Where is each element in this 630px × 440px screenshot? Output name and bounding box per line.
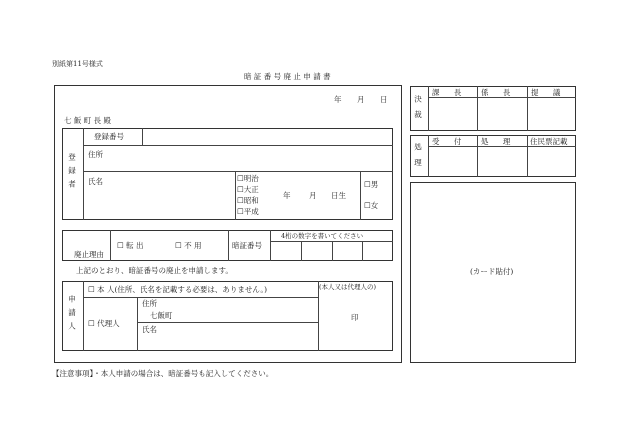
applicant-label: 申請人	[67, 295, 77, 336]
seal-mark: 印	[351, 313, 359, 322]
registration-number-label: 登録番号	[94, 132, 124, 141]
applicant-proxy-checkbox[interactable]: ☐ 代理人	[88, 319, 120, 328]
approval-label: 決裁	[413, 95, 423, 126]
notes: 【注意事項】・本人申請の場合は、暗証番号も記入してください。	[52, 369, 274, 378]
reason-not-needed-checkbox[interactable]: ☐ 不 用	[175, 241, 202, 250]
applicant-name-label: 氏名	[142, 325, 157, 334]
processing-header-reception: 受 付	[432, 137, 468, 146]
birth-day-label: 日生	[331, 191, 346, 200]
sex-male-checkbox[interactable]: ☐男	[364, 180, 379, 189]
registration-number-field[interactable]	[144, 129, 391, 144]
era-meiji-checkbox[interactable]: ☐明治	[237, 174, 259, 183]
era-showa-checkbox[interactable]: ☐昭和	[237, 196, 259, 205]
date-day-label: 日	[380, 95, 388, 104]
birth-year-label: 年	[283, 191, 291, 200]
pin-digit-4[interactable]	[363, 242, 392, 260]
date-year-label: 年	[334, 95, 342, 104]
applicant-name-field[interactable]	[140, 334, 315, 349]
approval-header-proposal: 提 議	[531, 88, 567, 97]
pin-digit-2[interactable]	[302, 242, 331, 260]
processing-label: 処理	[413, 143, 423, 174]
application-statement: 上記のとおり、暗証番号の廃止を申請します。	[76, 266, 233, 275]
era-taisho-checkbox[interactable]: ☐大正	[237, 185, 259, 194]
approval-header-section-chief: 課 長	[432, 88, 468, 97]
applicant-address-value[interactable]: 七飯町	[150, 311, 173, 320]
applicant-address-label: 住所	[142, 299, 157, 308]
pin-label: 暗証番号	[232, 241, 262, 250]
registrant-address-label: 住所	[88, 150, 103, 159]
pin-digit-3[interactable]	[333, 242, 361, 260]
card-attachment-label: (カード貼付)	[470, 267, 514, 276]
pin-note: 4桁の数字を書いてください	[281, 232, 364, 240]
approval-header-unit-chief: 係 長	[481, 88, 517, 97]
pin-digit-1[interactable]	[271, 242, 300, 260]
seal-header: (本人又は代理人の)	[319, 283, 377, 291]
abolition-reason-label: 廃止理由	[74, 250, 104, 259]
era-heisei-checkbox[interactable]: ☐平成	[237, 207, 259, 216]
registrant-name-field[interactable]	[86, 186, 232, 216]
addressee: 七 飯 町 長 殿	[64, 116, 112, 125]
sex-female-checkbox[interactable]: ☐女	[364, 201, 379, 210]
form-title: 暗 証 番 号 廃 止 申 請 書	[244, 72, 331, 81]
processing-header-processing: 処 理	[481, 137, 517, 146]
registrant-name-label: 氏名	[88, 177, 103, 186]
applicant-self-checkbox[interactable]: ☐ 本 人(住所、氏名を記載する必要は、ありません。)	[88, 285, 268, 294]
form-number: 別紙第11号様式	[52, 60, 103, 68]
processing-header-resident-record: 住民票記載	[530, 137, 568, 146]
registrant-address-field[interactable]	[110, 147, 390, 169]
date-month-label: 月	[357, 95, 365, 104]
reason-moved-out-checkbox[interactable]: ☐ 転 出	[117, 241, 144, 250]
registrant-label: 登録者	[67, 153, 77, 194]
birth-month-label: 月	[309, 191, 317, 200]
